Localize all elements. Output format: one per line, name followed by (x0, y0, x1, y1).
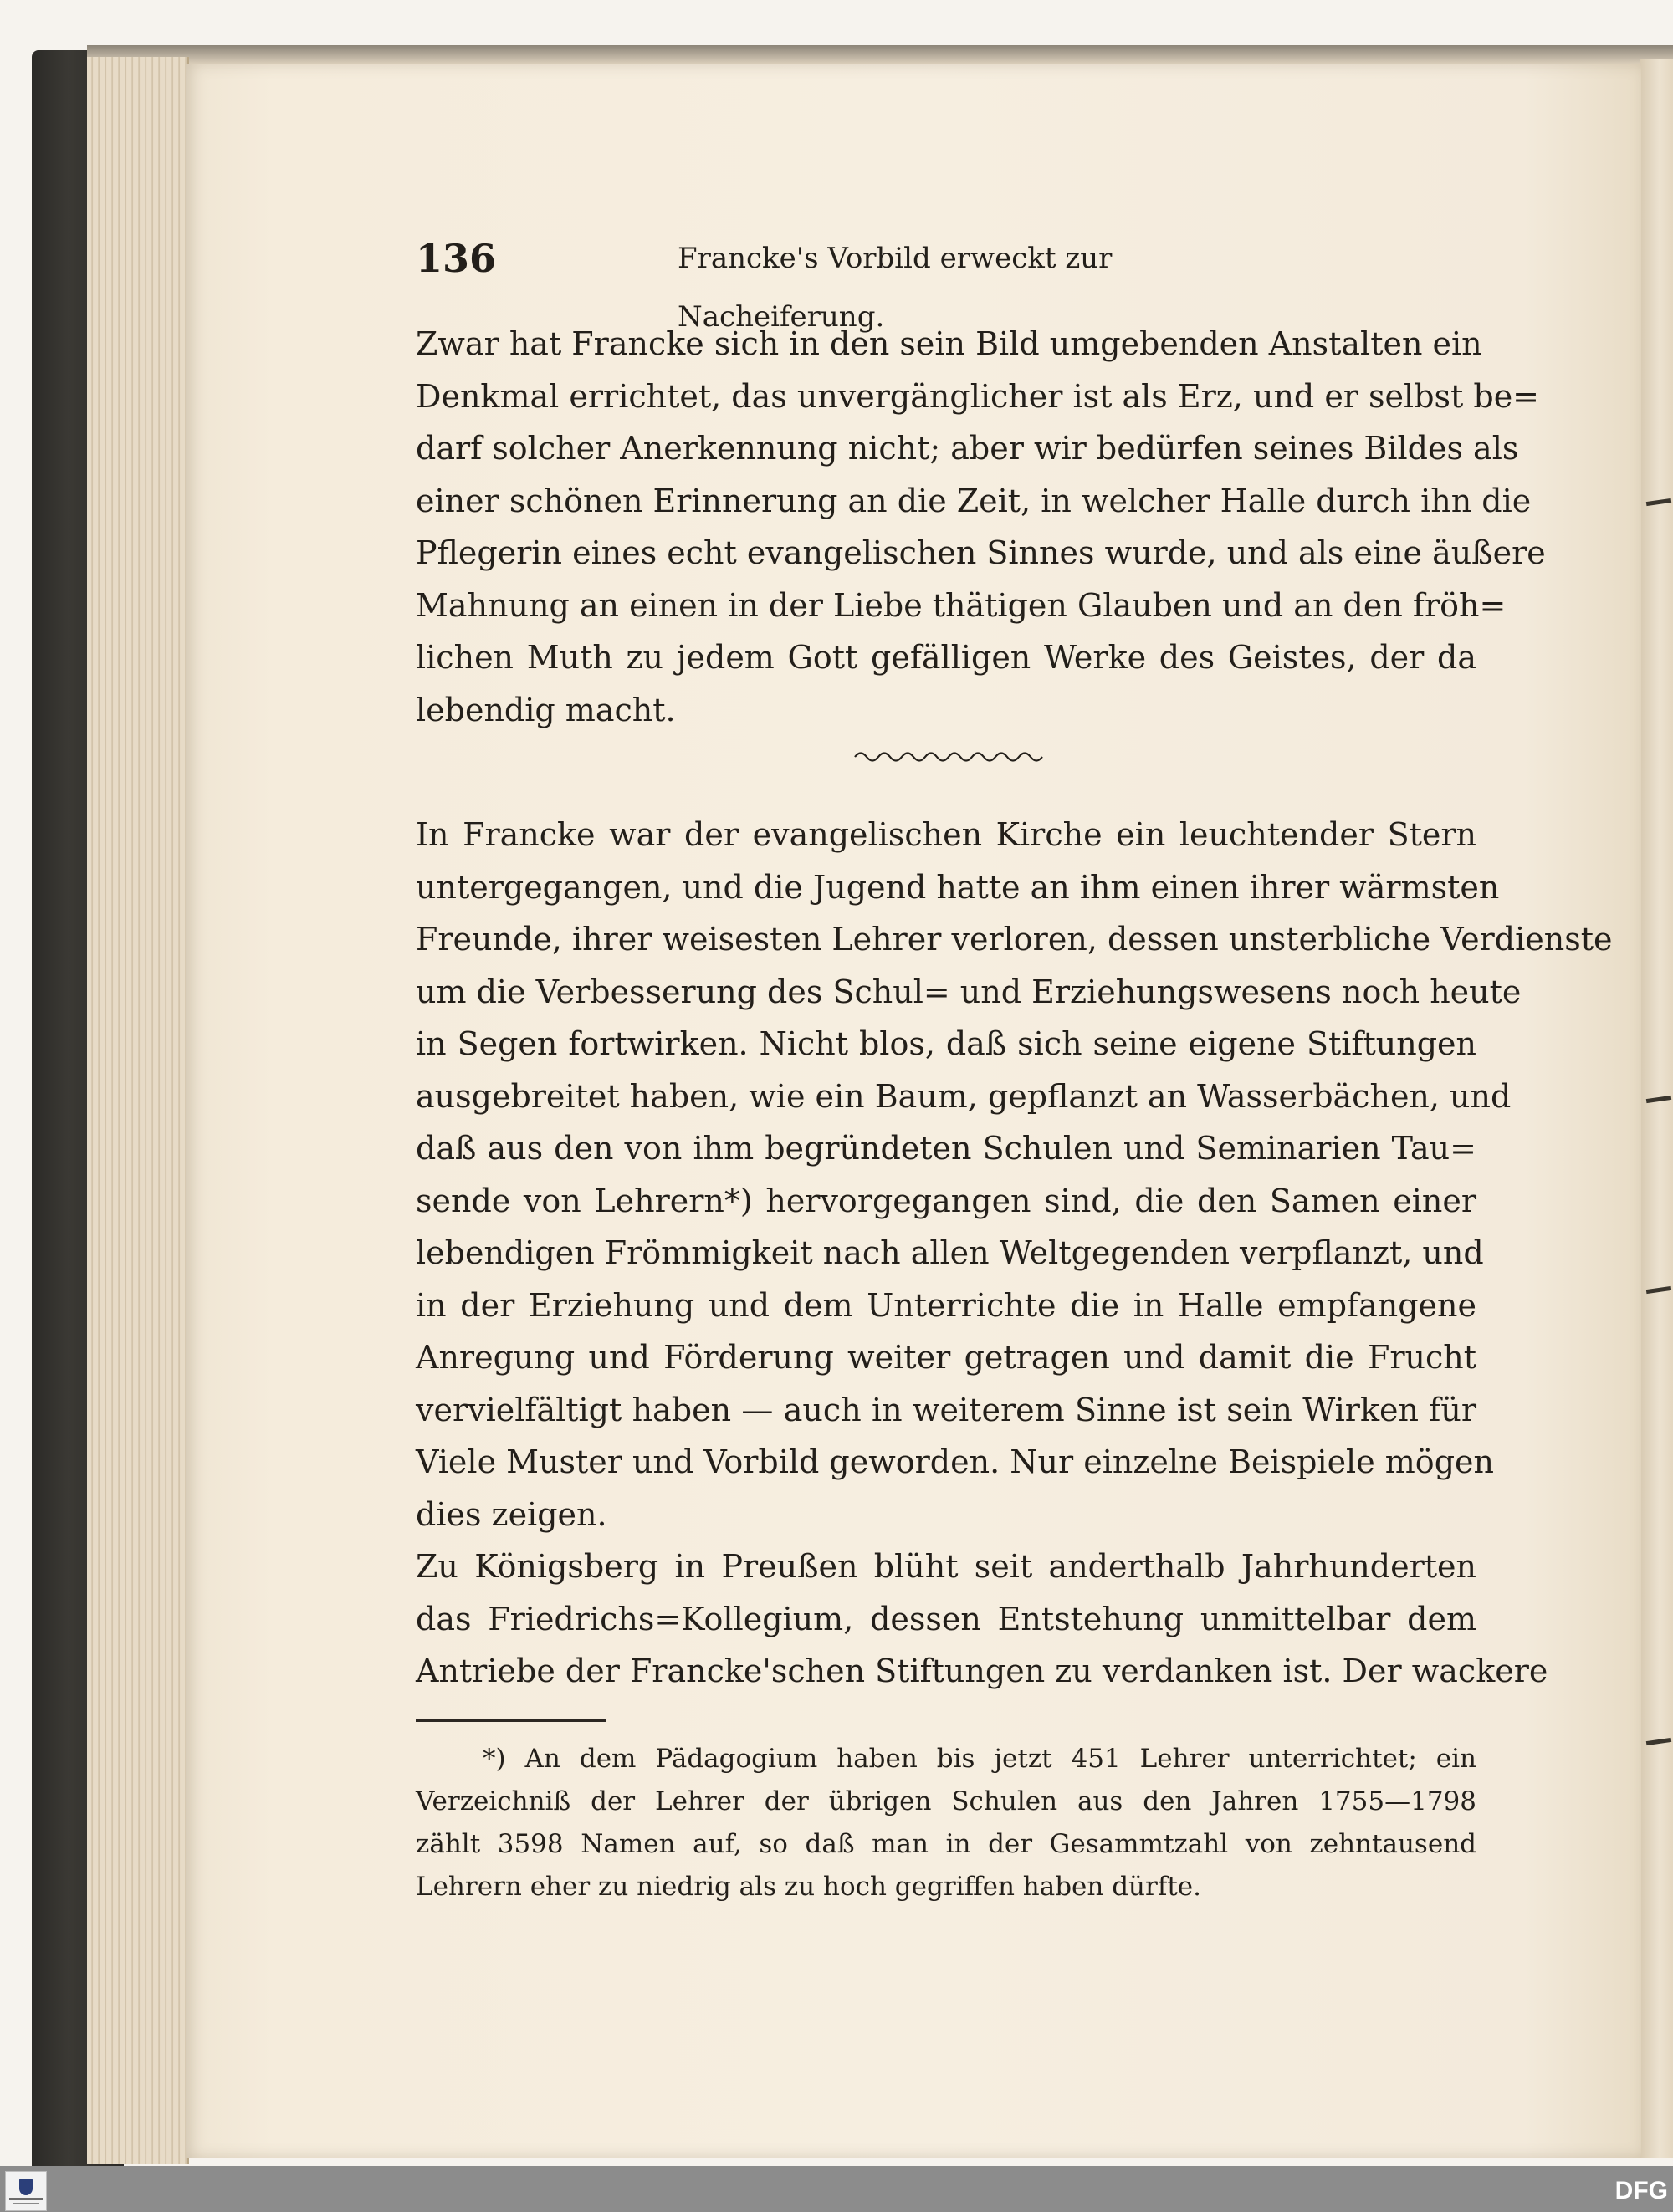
text-line: in Segen fortwirken. Nicht blos, daß sich seine eigene Stiftungen (416, 1025, 1476, 1062)
text-line: vervielfältigt haben — auch in weiterem Sinne ist sein Wirken für (416, 1391, 1476, 1428)
text-line: Viele Muster und Vorbild geworden. Nur einzelne Beispiele mögen (416, 1443, 1494, 1480)
text-line: Zu Königsberg in Preußen blüht seit anderthalb Jahrhunderten (416, 1548, 1476, 1585)
footnote-line: *) An dem Pädagogium haben bis jetzt 451 Lehrer unterrichtet; ein (483, 1744, 1476, 1774)
page-top-edge (87, 45, 1673, 64)
text-line: um die Verbesserung des Schul= und Erziehungswesens noch heute (416, 973, 1522, 1010)
text-line: In Francke war der evangelischen Kirche ein leuchtender Stern (416, 816, 1476, 853)
text-line: darf solcher Anerkennung nicht; aber wir bedürfen seines Bildes als (416, 430, 1519, 467)
text-line: Freunde, ihrer weisesten Lehrer verloren, dessen unsterbliche Verdienste (416, 921, 1613, 958)
section-separator-wavy-rule (853, 744, 1046, 769)
text-line: sende von Lehrern*) hervorgegangen sind, die den Samen einer (416, 1182, 1476, 1219)
text-line: untergegangen, und die Jugend hatte an ihm einen ihrer wärmsten (416, 868, 1500, 906)
text-line: Pflegerin eines echt evangelischen Sinnes wurde, und als eine äußere (416, 534, 1546, 571)
text-line: daß aus den von ihm begründeten Schulen und Seminarien Tau= (416, 1130, 1476, 1167)
text-line: Mahnung an einen in der Liebe thätigen Glauben und an den fröh= (416, 586, 1507, 624)
viewer-footer-bar (0, 2166, 1673, 2212)
paragraph-3 (416, 1540, 1548, 1698)
text-line: lichen Muth zu jedem Gott gefälligen Werke des Geistes, der da (416, 639, 1476, 676)
logo-caption-bar (13, 2203, 39, 2204)
text-line: lebendigen Frömmigkeit nach allen Weltgegenden verpflanzt, und (416, 1234, 1484, 1271)
text-line: lebendig macht. (416, 691, 676, 728)
footnote-line: Verzeichniß der Lehrer der übrigen Schulen aus den Jahren 1755—1798 (416, 1786, 1476, 1816)
footnote-line: Lehrern eher zu niedrig als zu hoch gegriffen haben dürfte. (416, 1872, 1201, 1902)
text-line: dies zeigen. (416, 1495, 607, 1533)
logo-caption-bar (9, 2198, 43, 2200)
shield-icon (19, 2179, 33, 2195)
text-line: ausgebreitet haben, wie ein Baum, gepflanzt an Wasserbächen, und (416, 1077, 1512, 1115)
footnote-line: zählt 3598 Namen auf, so daß man in der Gesammtzahl von zehntausend (416, 1829, 1476, 1859)
page-edges-stack (87, 57, 189, 2164)
text-line: Anregung und Förderung weiter getragen und damit die Frucht (416, 1339, 1476, 1376)
dfg-sponsor-label: DFG (1614, 2177, 1668, 2204)
text-line: das Friedrichs=Kollegium, dessen Entstehung unmittelbar dem (416, 1600, 1476, 1637)
running-head: Francke's Vorbild erweckt zur Nacheiferung. (678, 242, 1113, 334)
text-line: einer schönen Erinnerung an die Zeit, in welcher Halle durch ihn die (416, 482, 1532, 519)
paragraph-2 (416, 809, 1613, 1540)
paragraph-1 (416, 318, 1546, 736)
library-emblem-icon (5, 2171, 47, 2211)
footnote-rule (416, 1719, 606, 1722)
next-page-edge (1640, 59, 1673, 2158)
text-line: Denkmal errichtet, das unvergänglicher ist als Erz, und er selbst be= (416, 377, 1540, 415)
page-number: 136 (416, 236, 497, 281)
text-line: Antriebe der Francke'schen Stiftungen zu verdanken ist. Der wackere (416, 1653, 1548, 1689)
footnote (416, 1738, 1476, 1908)
text-line: in der Erziehung und dem Unterrichte die in Halle empfangene (416, 1286, 1476, 1324)
text-line: Zwar hat Francke sich in den sein Bild umgebenden Anstalten ein (416, 325, 1482, 362)
page-header (416, 229, 1252, 334)
